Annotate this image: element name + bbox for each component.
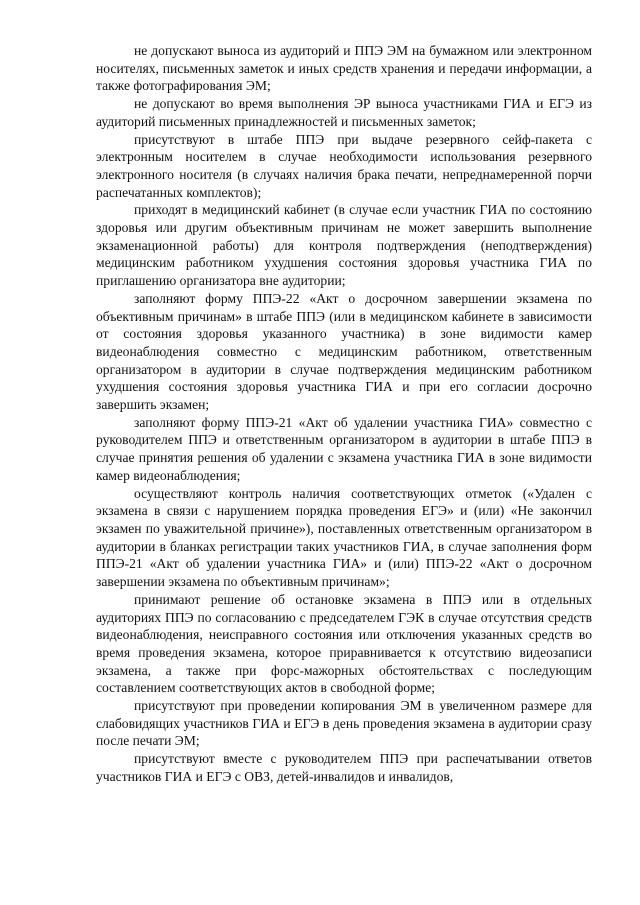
- paragraph-printing-answers: присутствуют вместе с руководителем ППЭ при распечатывании ответов участников ГИА и ЕГЭ с ОВЗ, детей-инвалидов и инвалидов,: [96, 751, 592, 784]
- paragraph-medical-office: приходят в медицинский кабинет (в случае если участник ГИА по состоянию здоровья или другим объективным причинам не может завершить выполнение экзаменационной работы) для контроля подтверждения (неподтверждения) медицинским работником ухудшения состояния здоровья участника ГИА по приглашению организатора вне аудитории;: [96, 202, 592, 289]
- paragraph-form-ppe-21: заполняют форму ППЭ-21 «Акт об удалении участника ГИА» совместно с руководителем ППЭ и ответственным организатором в аудитории в штабе ППЭ в случае принятия решения об удалении с экзамена участника ГИА в зоне видимости камер видеонаблюдения;: [96, 414, 592, 483]
- paragraph-enlarged-copy: присутствуют при проведении копирования ЭМ в увеличенном размере для слабовидящих участников ГИА и ЕГЭ в день проведения экзамена в аудитории сразу после печати ЭМ;: [96, 698, 592, 749]
- paragraph-reserve-safe-package: присутствуют в штабе ППЭ при выдаче резервного сейф-пакета с электронным носителем в случае необходимости использования резервного электронного носителя (в случаях наличия брака печати, непреднамеренной порчи распечатанных комплектов);: [96, 131, 592, 200]
- paragraph-stop-exam-decision: принимают решение об остановке экзамена в ППЭ или в отдельных аудиториях ППЭ по согласованию с председателем ГЭК в случае отсутствия средств видеонаблюдения, неисправного состояния или отключения указанных средств во время проведения экзамена, которое приравнивается к отсутствию видеозаписи экзамена, а также при форс-мажорных обстоятельствах с последующим составлением соответствующих актов в свободной форме;: [96, 591, 592, 696]
- paragraph-no-removal-of-materials: не допускают выноса из аудиторий и ППЭ ЭМ на бумажном или электронном носителях, письменных заметок и иных средств хранения и передачи информации, а также фотографирования ЭМ;: [96, 43, 592, 94]
- paragraph-form-ppe-22: заполняют форму ППЭ-22 «Акт о досрочном завершении экзамена по объективным причинам» в штабе ППЭ (или в медицинском кабинете в зависимости от состояния здоровья указанного участника) в зоне видимости камер видеонаблюдения совместно с медицинским работником, ответственным организатором в аудитории в случае подтверждения медицинским работником ухудшения состояния здоровья участника ГИА и при его согласии досрочно завершить экзамен;: [96, 290, 592, 413]
- paragraph-control-marks: осуществляют контроль наличия соответствующих отметок («Удален с экзамена в связи с нарушением порядка проведения ЕГЭ» и (или) «Не закончил экзамен по уважительной причине»), поставленных ответственным организатором в аудитории в бланках регистрации таких участников ГИА, в случае заполнения форм ППЭ-21 «Акт об удалении участника ГИА» и (или) ППЭ-22 «Акт о досрочном завершении экзамена по объективным причинам»;: [96, 485, 592, 590]
- document-body: [96, 42, 592, 786]
- paragraph-no-removal-of-notes: не допускают во время выполнения ЭР выноса участниками ГИА и ЕГЭ из аудиторий письменных принадлежностей и письменных заметок;: [96, 96, 592, 129]
